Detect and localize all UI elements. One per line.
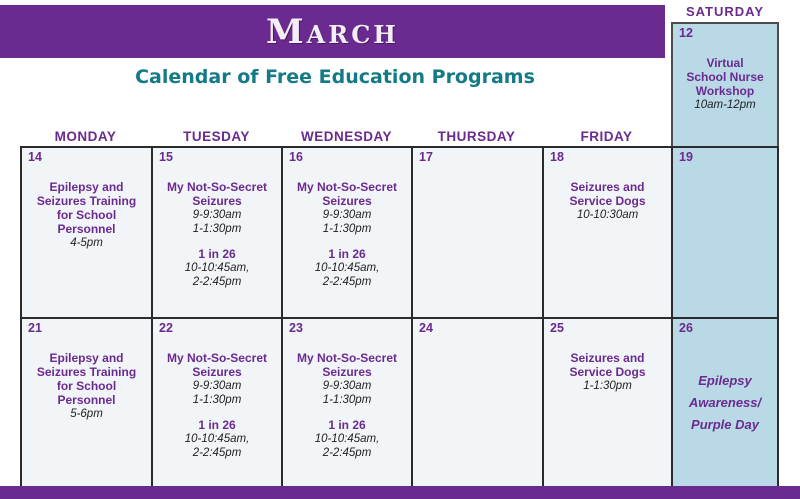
day-number: 21 xyxy=(28,321,42,335)
event-time: 2-2:45pm xyxy=(192,447,242,459)
event-time: 9-9:30am xyxy=(192,380,242,392)
day-cell-25 xyxy=(542,317,673,489)
event-time: 10-10:45am, xyxy=(184,262,250,274)
event-title-line: Seizures Training xyxy=(36,194,137,208)
day-cell-21 xyxy=(20,317,153,489)
event-title-line: Seizures xyxy=(322,365,372,379)
event-title-line: Epilepsy and xyxy=(49,180,124,194)
event-time: 1-1:30pm xyxy=(322,223,372,235)
event-title-line: School Nurse xyxy=(686,70,764,84)
special-event-line: Epilepsy xyxy=(698,373,752,388)
day-cell-14 xyxy=(20,146,153,319)
event-title: 1 in 26 xyxy=(198,418,236,432)
event-title-line: Seizures xyxy=(322,194,372,208)
day-cell-22 xyxy=(151,317,283,489)
day-number: 22 xyxy=(159,321,173,335)
event-title-line: Seizures xyxy=(192,365,242,379)
event-time: 1-1:30pm xyxy=(192,223,242,235)
special-event-line: Purple Day xyxy=(691,417,759,432)
event-time: 1-1:30pm xyxy=(583,380,632,392)
event-title-line: for School xyxy=(56,379,117,393)
day-cell-24 xyxy=(411,317,544,489)
day-cell-26 xyxy=(671,317,779,489)
event-title: 1 in 26 xyxy=(198,247,236,261)
event-title-line: Epilepsy and xyxy=(49,351,124,365)
special-event-line: Awareness/ xyxy=(688,395,762,410)
day-number: 15 xyxy=(159,150,173,164)
footer-bar xyxy=(0,486,800,499)
day-cell-16 xyxy=(281,146,413,319)
event-title-line: Seizures xyxy=(192,194,242,208)
event-title-line: Service Dogs xyxy=(569,365,646,379)
event-time: 10am-12pm xyxy=(694,99,756,111)
day-number: 24 xyxy=(419,321,433,335)
event-time: 1-1:30pm xyxy=(192,394,242,406)
calendar-subtitle: Calendar of Free Education Programs xyxy=(135,66,535,88)
header-tuesday: TUESDAY xyxy=(183,129,250,144)
day-number: 23 xyxy=(289,321,303,335)
event-time: 2-2:45pm xyxy=(322,447,372,459)
event-title: 1 in 26 xyxy=(328,247,366,261)
event-time: 9-9:30am xyxy=(192,209,242,221)
saturday-header: SATURDAY xyxy=(685,4,765,19)
day-number: 17 xyxy=(419,150,433,164)
day-cell-18 xyxy=(542,146,673,319)
day-cell-23 xyxy=(281,317,413,489)
event-title-line: My Not-So-Secret xyxy=(296,351,397,365)
event-time: 10-10:30am xyxy=(576,209,639,221)
event-title-line: Seizures and xyxy=(570,351,645,365)
event-time: 2-2:45pm xyxy=(322,276,372,288)
event-title-line: Personnel xyxy=(57,222,116,236)
event-time: 10-10:45am, xyxy=(314,262,380,274)
event-time: 2-2:45pm xyxy=(192,276,242,288)
event-title-line: Service Dogs xyxy=(569,194,646,208)
event-title-line: Virtual xyxy=(706,56,744,70)
day-number: 26 xyxy=(679,321,693,335)
event-title-line: Seizures and xyxy=(570,180,645,194)
day-cell-15 xyxy=(151,146,283,319)
day-number: 19 xyxy=(679,150,693,164)
event-time: 9-9:30am xyxy=(322,209,372,221)
event-title-line: Seizures Training xyxy=(36,365,137,379)
event-time: 9-9:30am xyxy=(322,380,372,392)
event-time: 10-10:45am, xyxy=(184,433,250,445)
event-time: 1-1:30pm xyxy=(322,394,372,406)
day-cell-19 xyxy=(671,146,779,319)
event-title-line: Personnel xyxy=(57,393,116,407)
day-number: 25 xyxy=(550,321,564,335)
header-thursday: THURSDAY xyxy=(437,129,516,144)
event-time: 4-5pm xyxy=(70,237,103,249)
event-title-line: My Not-So-Secret xyxy=(166,351,267,365)
day-number: 14 xyxy=(28,150,42,164)
day-number: 18 xyxy=(550,150,564,164)
event-title-line: My Not-So-Secret xyxy=(166,180,267,194)
event-title-line: for School xyxy=(56,208,117,222)
event-time: 10-10:45am, xyxy=(314,433,380,445)
month-title: March xyxy=(266,11,399,52)
event-time: 5-6pm xyxy=(70,408,103,420)
header-monday: MONDAY xyxy=(54,129,117,144)
event-title: 1 in 26 xyxy=(328,418,366,432)
day-cell-17 xyxy=(411,146,544,319)
header-wednesday: WEDNESDAY xyxy=(300,129,393,144)
event-title-line: My Not-So-Secret xyxy=(296,180,397,194)
day-number: 16 xyxy=(289,150,303,164)
day-cell-12 xyxy=(671,22,779,148)
day-number: 12 xyxy=(679,26,693,40)
header-friday: FRIDAY xyxy=(580,129,633,144)
event-title-line: Workshop xyxy=(695,84,755,98)
